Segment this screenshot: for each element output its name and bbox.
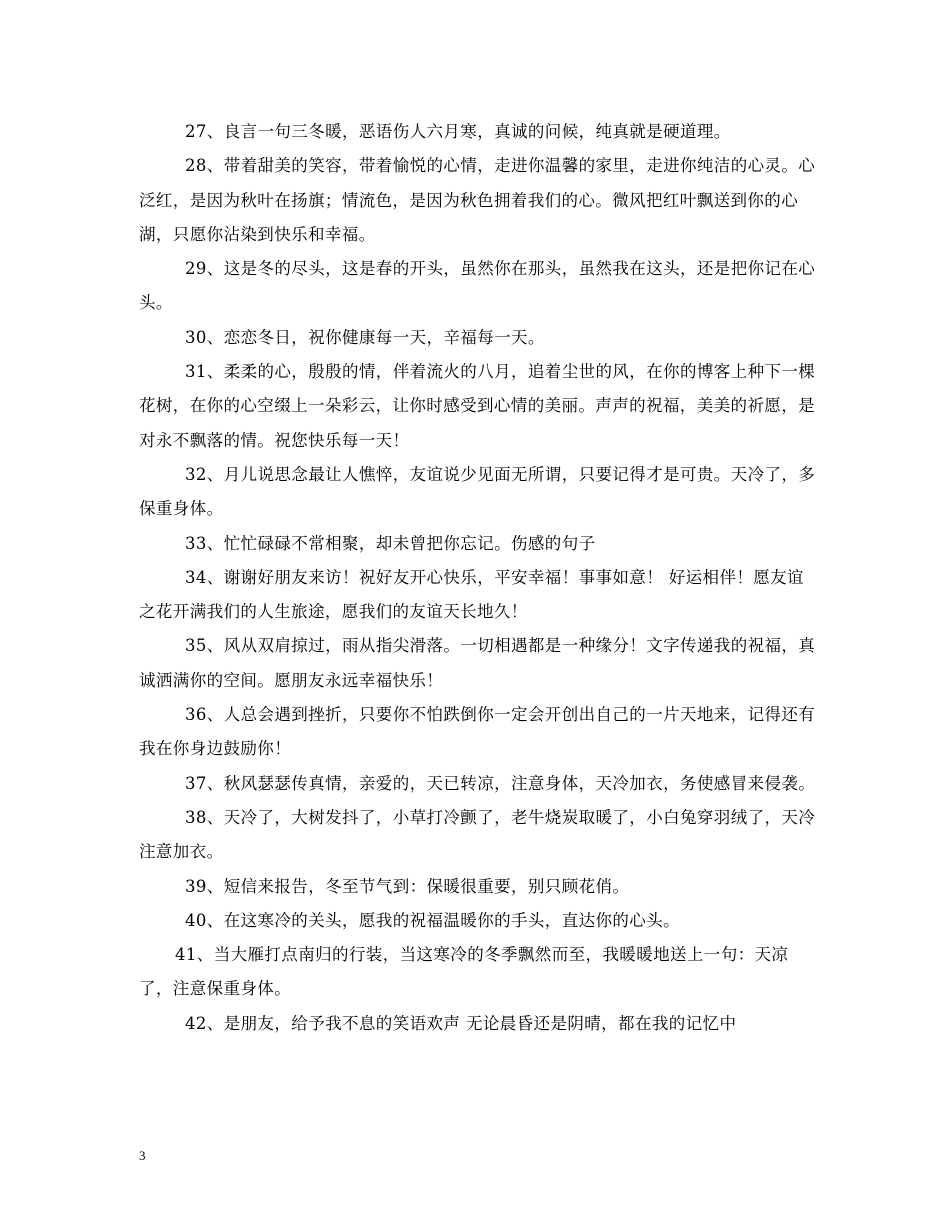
paragraph-36: 36、人总会遇到挫折，只要你不怕跌倒你一定会开创出自己的一片天地来，记得还有我在你身边鼓励你！ — [139, 705, 816, 759]
paragraph-32: 32、月儿说思念最让人憔悴，友谊说少见面无所谓，只要记得才是可贵。天冷了，多保重身体。 — [139, 464, 816, 519]
paragraph-39: 39、短信来报告，冬至节气到：保暖很重要，别只顾花俏。 — [185, 876, 630, 896]
paragraph-35: 35、风从双肩掠过，雨从指尖滑落。一切相遇都是一种缘分！文字传递我的祝福，真诚洒满你的空间。愿朋友永远幸福快乐！ — [139, 636, 816, 690]
paragraph-30: 30、恋恋冬日，祝你健康每一天，辛福每一天。 — [185, 327, 545, 347]
paragraph-33: 33、忙忙碌碌不常相聚，却未曾把你忘记。伤感的句子 — [185, 533, 596, 553]
paragraph-41: 41、当大雁打点南归的行装，当这寒冷的冬季飘然而至，我暖暖地送上一句：天凉了，注意保重身体。 — [139, 945, 789, 999]
document-body — [139, 115, 819, 1041]
paragraph-37: 37、秋风瑟瑟传真情，亲爱的，天已转凉，注意身体，天冷加衣，务使感冒来侵袭。 — [185, 773, 816, 793]
page-number: 3 — [139, 1148, 146, 1163]
paragraph-29: 29、这是冬的尽头，这是春的开头，虽然你在那头，虽然我在这头，还是把你记在心头。 — [139, 259, 816, 313]
paragraph-28: 28、带着甜美的笑容，带着愉悦的心情，走进你温馨的家里，走进你纯洁的心灵。心泛红，是因为秋叶在扬旗；情流色，是因为秋色拥着我们的心。微风把红叶飘送到你的心湖，只愿你沾染到快乐和幸福。 — [139, 156, 816, 244]
paragraph-31: 31、柔柔的心，殷殷的情，伴着流火的八月，追着尘世的风，在你的博客上种下一棵花树，在你的心空缀上一朵彩云，让你时感受到心情的美丽。声声的祝福，美美的祈愿，是对永不飘落的情。祝您快乐每一天！ — [139, 362, 816, 450]
paragraph-38: 38、天冷了，大树发抖了，小草打冷颤了，老牛烧炭取暖了，小白兔穿羽绒了，天冷注意加衣。 — [139, 807, 816, 862]
paragraph-27: 27、良言一句三冬暖，恶语伤人六月寒，真诚的问候，纯真就是硬道理。 — [185, 122, 731, 141]
paragraph-40: 40、在这寒冷的关头，愿我的祝福温暖你的手头，直达你的心头。 — [185, 910, 680, 930]
paragraph-42: 42、是朋友，给予我不息的笑语欢声 无论晨昏还是阴晴，都在我的记忆中 — [185, 1013, 737, 1033]
paragraph-34: 34、谢谢好朋友来访！祝好友开心快乐，平安幸福！事事如意！ 好运相伴！愿友谊之花开满我们的人生旅途，愿我们的友谊天长地久！ — [139, 567, 804, 622]
